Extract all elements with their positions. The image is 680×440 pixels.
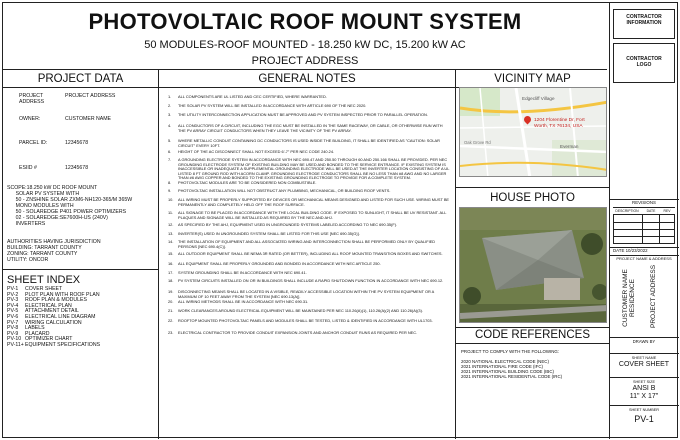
rev-row-line-3 bbox=[614, 236, 674, 237]
code-ref-ifc: 2021 INTERNATIONAL FIRE CODE (IFC) bbox=[461, 364, 543, 369]
sheet-size-value: ANSI B 11" X 17" bbox=[629, 385, 659, 400]
vicinity-map-title: VICINITY MAP bbox=[494, 73, 571, 85]
note-text: ALL WIRING MUST BE PROPERLY SUPPORTED BY DEVICES OR MECHANICAL MEANS DESIGNED AND LISTED FOR SUCH USE. WIRING MUST BE PERMANENTLY AND COMPLETELY HELD OFF THE ROOF SURFACE. bbox=[178, 197, 450, 207]
note-text: THE INSTALLATION OF EQUIPMENT AND ALL ASSOCIATED WIRING AND INTERCONNECTION SHALL BE PERFORMED ONLY BY QUALIFIED PERSONS [NEC 690.4(C)]. bbox=[178, 239, 436, 249]
sheet-index-name: ATTACHMENT DETAIL bbox=[25, 308, 79, 315]
sheet-index-id: PV-2 bbox=[7, 291, 19, 298]
note-text: ROOFTOP MOUNTED PHOTOVOLTAIC PANELS AND MODULES SHALL BE TESTED, LISTED & IDENTIFIED IN ACCORDANCE WITH UL1703. bbox=[178, 318, 433, 323]
sheet-index-divider bbox=[3, 269, 158, 270]
map-place-road: Oak Grove Rd bbox=[464, 140, 491, 145]
map-address-line-2: Worth, TX 76134, USA bbox=[534, 123, 583, 129]
sheet-index-id: PV-4 bbox=[7, 302, 19, 309]
sheet-index-name: ROOF PLAN & MODULES bbox=[25, 297, 87, 304]
project-address-value: PROJECT ADDRESS bbox=[65, 93, 116, 99]
sheet-index-id: PV-10 bbox=[7, 336, 22, 343]
owner-value: CUSTOMER NAME bbox=[65, 116, 112, 122]
note-text: HEIGHT OF THE AC DISCONNECT SHALL NOT EXCEED 6'-7" PER NEC CODE 240.24. bbox=[178, 149, 335, 154]
map-graphic bbox=[460, 88, 607, 177]
sheet-date: DATE 10/23/2022 bbox=[613, 248, 648, 253]
house-photo-title: HOUSE PHOTO bbox=[490, 192, 575, 204]
sheet-size-top-line bbox=[609, 377, 679, 378]
note-text: ALL SIGNAGE TO BE PLACED IN ACCORDANCE WITH THE LOCAL BUILDING CODE. IF EXPOSED TO SUNLIGHT, IT SHALL BE UV RESISTANT. ALL PLAQUES AND SIGNAGE WILL BE INSTALLED AS REQUIRED BY THE NEC AND AHJ. bbox=[178, 210, 447, 220]
sheet-index-id: PV-5 bbox=[7, 308, 19, 315]
parcel-id-value: 12345678 bbox=[65, 140, 89, 146]
note-number: 11. bbox=[168, 210, 174, 215]
note-text: AS SPECIFIED BY THE AHJ, EQUIPMENT USED IN UNGROUNDED SYSTEMS LABELED ACCORDING TO NEC 690.35(F). bbox=[178, 222, 398, 227]
note-text: ALL EQUIPMENT SHALL BE PROPERLY GROUNDED AND BONDED IN ACCORDANCE WITH NEC ARTICLE 250. bbox=[178, 261, 381, 266]
project-address-heading: PROJECT ADDRESS bbox=[251, 55, 359, 67]
note-number: 6. bbox=[168, 149, 172, 154]
sheet-index-name: OPTIMIZER CHART bbox=[25, 336, 73, 343]
revisions-label: REVISIONS bbox=[632, 200, 656, 205]
note-text: SYSTEM GROUNDING SHALL BE IN ACCORDANCE WITH NEC 690.41. bbox=[178, 270, 307, 275]
titleblock-divider bbox=[609, 3, 610, 439]
note-text: ALL OUTDOOR EQUIPMENT SHALL BE NEMA 3R RATED (OR BETTER), INCLUDING ALL ROOF MOUNTED TRANSITION BOXES AND SWITCHES. bbox=[178, 251, 443, 256]
code-ref-divider-top bbox=[455, 327, 609, 328]
sheet-index-name: PLOT PLAN WITH ROOF PLAN bbox=[25, 291, 100, 298]
rev-col-description: DESCRIPTION bbox=[615, 209, 639, 213]
note-number: 5. bbox=[168, 138, 172, 143]
note-number: 18. bbox=[168, 278, 174, 283]
sheet-index-name: COVER SHEET bbox=[25, 286, 63, 292]
map-place-edgecliff: Edgecliff Village bbox=[522, 96, 555, 101]
map-address-line-1: 1204 Florentine Dr, Fort bbox=[534, 118, 585, 123]
note-text: INVERTER(S) USED IN UNGROUNDED SYSTEM SHALL BE LISTED FOR THIS USE [NEC 690.35(G)]. bbox=[178, 231, 360, 236]
sheet-number-value: PV-1 bbox=[634, 414, 654, 424]
revisions-table bbox=[613, 214, 675, 244]
note-number: 22. bbox=[168, 318, 174, 323]
note-text: THE SOLAR PV SYSTEM WILL BE INSTALLED IN ACCORDANCE WITH ARTICLE 690 OF THE NEC 2020. bbox=[178, 103, 367, 108]
sheet-index-id: PV-7 bbox=[7, 319, 19, 326]
general-notes-title: GENERAL NOTES bbox=[258, 73, 356, 85]
note-text: ALL COMPONENTS ARE UL LISTED AND CEC CERTIFIED, WHERE WARRANTED. bbox=[178, 94, 327, 99]
note-number: 14. bbox=[168, 239, 174, 244]
parcel-id-label: PARCEL ID: bbox=[19, 140, 48, 146]
header-divider bbox=[3, 69, 607, 70]
note-text: ELECTRICAL CONTRACTOR TO PROVIDE CONDUIT EXPANSION JOINTS AND ANCHOR CONDUIT RUNS AS REQUIRED PER NEC. bbox=[178, 330, 418, 335]
sheet-index-name: LABELS bbox=[25, 325, 45, 332]
project-address-label: PROJECT ADDRESS bbox=[19, 93, 45, 105]
note-number: 15. bbox=[168, 251, 174, 256]
note-number: 12. bbox=[168, 222, 174, 227]
code-references-title: CODE REFERENCES bbox=[474, 329, 591, 341]
photo-divider bbox=[455, 187, 609, 188]
sheet-index-name: EQUIPMENT SPECIFICATIONS bbox=[25, 341, 101, 348]
code-references-intro: PROJECT TO COMPLY WITH THE FOLLOWING: bbox=[461, 349, 560, 354]
note-number: 13. bbox=[168, 231, 174, 236]
note-text: PV SYSTEM CIRCUITS INSTALLED ON OR IN BUILDINGS SHALL INCLUDE A RAPID SHUTDOWN FUNCTION IN ACCORDANCE WITH NEC 690.12. bbox=[178, 278, 444, 283]
contractor-info-box bbox=[613, 9, 675, 39]
note-text: WORK CLEARANCES AROUND ELECTRICAL EQUIPMENT WILL BE MAINTAINED PER NEC 110.26(A)(1), 110.26(A)(2) AND 110.26(A)(3). bbox=[178, 308, 423, 313]
sheet-index-id: PV-9 bbox=[7, 330, 19, 337]
aerial-photo-graphic bbox=[460, 208, 607, 323]
sheet-name-value: COVER SHEET bbox=[618, 361, 670, 368]
sheet-index-list bbox=[7, 287, 157, 349]
note-text: PHOTOVOLTAIC INSTALLATION WILL NOT OBSTRUCT ANY PLUMBING, MECHANICAL, OR BUILDING ROOF VENTS. bbox=[178, 188, 391, 193]
column-divider-2 bbox=[455, 69, 456, 439]
sheet-name-label: SHEET NAME bbox=[631, 356, 657, 360]
note-number: 7. bbox=[168, 157, 172, 162]
contractor-info-label: CONTRACTOR INFORMATION bbox=[626, 14, 662, 26]
code-ref-irc: 2021 INTERNATIONAL RESIDENTIAL CODE (IRC) bbox=[461, 374, 563, 379]
note-number: 8. bbox=[168, 180, 172, 185]
rev-col-date: DATE bbox=[646, 209, 656, 213]
code-ref-nec: 2020 NATIONAL ELECTRICAL CODE (NEC) bbox=[461, 359, 549, 364]
drawn-by-label: DRAWN BY bbox=[632, 339, 656, 344]
esiid-value: 12345678 bbox=[65, 165, 89, 171]
contractor-logo-label: CONTRACTOR LOGO bbox=[626, 56, 662, 68]
sheet-index-id: PV-11+ bbox=[7, 341, 24, 348]
note-text: ALL CONDUCTORS OF A CIRCUIT, INCLUDING THE EGC MUST BE INSTALLED IN THE SAME RACEWAY, OR CABLE, OR OTHERWISE RUN WITH THE PV ARRAY CIRCUIT CONDUCTORS WHEN THEY LEAVE THE VICINITY OF THE PV ARRAY. bbox=[178, 123, 443, 133]
note-number: 2. bbox=[168, 103, 172, 108]
system-subtitle: 50 MODULES-ROOF MOUNTED - 18.250 kW DC, 15.200 kW AC bbox=[144, 39, 466, 51]
sheet-index-id: PV-3 bbox=[7, 297, 19, 304]
project-address-vertical: PROJECT ADDRESS bbox=[650, 264, 657, 328]
sheet-index-name: PLACARD bbox=[25, 330, 50, 337]
note-number: 20. bbox=[168, 299, 174, 304]
sheet-index-name: WIRING CALCULATION bbox=[25, 319, 82, 326]
note-text: THE UTILITY INTERCONNECTION APPLICATION MUST BE APPROVED AND PV SYSTEM INSPECTED PRIOR TO PARALLEL OPERATION. bbox=[178, 112, 428, 117]
note-text: ALL WIRING METHODS SHALL BE IN ACCORDANCE WITH NEC 690.31. bbox=[178, 299, 309, 304]
code-ref-ibc: 2021 INTERNATIONAL BUILDING CODE (IBC) bbox=[461, 369, 554, 374]
page-title: PHOTOVOLTAIC ROOF MOUNT SYSTEM bbox=[88, 9, 522, 34]
project-name-label: PROJECT NAME & ADDRESS bbox=[616, 256, 672, 261]
sheet-index-id: PV-1 bbox=[7, 286, 19, 292]
project-data-title: PROJECT DATA bbox=[37, 73, 124, 85]
drawn-by-top-line bbox=[609, 337, 679, 338]
sheet-number-label: SHEET NUMBER bbox=[628, 408, 660, 412]
sheet-name-top-line bbox=[609, 353, 679, 354]
rev-row-line-1 bbox=[614, 222, 674, 223]
house-photo bbox=[459, 207, 607, 323]
note-number: 1. bbox=[168, 94, 172, 99]
note-number: 23. bbox=[168, 330, 174, 335]
authorities-text: AUTHORITIES HAVING JURISDICTION BUILDING: TARRANT COUNTY ZONING: TARRANT COUNTY UTILITY: ONCOR bbox=[7, 239, 101, 263]
note-number: 10. bbox=[168, 197, 174, 202]
sheet-index-name: ELECTRICAL PLAN bbox=[25, 302, 72, 309]
scope-text: SCOPE:18.250 kW DC ROOF MOUNT SOLAR PV SYSTEM WITH 50 - ZNSHINE SOLAR ZXM6-NH120-365/M 365W MONO MODULES WITH 50 - SOLAREDGE P401 POWER OPTIMIZERS 02 - SOLAREDGE:SE7600H-US (240V) INVERTERS bbox=[7, 185, 133, 227]
rev-row-line-2 bbox=[614, 229, 674, 230]
sheet-index-name: ELECTRICAL LINE DIAGRAM bbox=[25, 313, 96, 320]
note-number: 9. bbox=[168, 188, 172, 193]
sheet-size-label: SHEET SIZE bbox=[632, 380, 656, 384]
note-text: WHERE METALLIC CONDUIT CONTAINING DC CONDUCTORS IS USED INSIDE THE BUILDING, IT SHALL BE IDENTIFIED AS "CAUTION: SOLAR CIRCUIT" EVERY 10FT. bbox=[178, 138, 440, 148]
sheet-index-item bbox=[7, 343, 157, 349]
column-divider-1 bbox=[158, 69, 159, 439]
sheet-index-id: PV-8 bbox=[7, 325, 19, 332]
map-place-everman: Everman bbox=[560, 144, 579, 149]
note-number: 21. bbox=[168, 308, 174, 313]
contractor-logo-box bbox=[613, 43, 675, 83]
owner-label: OWNER: bbox=[19, 116, 41, 122]
note-number: 3. bbox=[168, 112, 172, 117]
note-text: PHOTOVOLTAIC MODULES ARE TO BE CONSIDERED NON COMBUSTIBLE. bbox=[178, 180, 317, 185]
sheet-index-id: PV-6 bbox=[7, 313, 19, 320]
drawing-sheet bbox=[2, 2, 678, 438]
note-number: 19. bbox=[168, 289, 174, 294]
note-number: 17. bbox=[168, 270, 174, 275]
rev-col-rev: REV bbox=[663, 209, 671, 213]
map-address bbox=[534, 118, 585, 129]
esiid-label: ESIID # bbox=[19, 165, 37, 171]
note-number: 16. bbox=[168, 261, 174, 266]
sheet-index-title: SHEET INDEX bbox=[7, 274, 81, 286]
vicinity-map[interactable] bbox=[459, 87, 607, 177]
note-text: DISCONNECTING MEANS SHALL BE LOCATED IN A VISIBLE, READILY ACCESSIBLE LOCATION WITHIN THE PV SYSTEM EQUIPMENT OR A MAXIMUM OF 10 FEET AWAY FROM THE SYSTEM [NEC 690.13(A)]. bbox=[178, 289, 435, 299]
sheet-number-top-line bbox=[609, 405, 679, 406]
customer-residence-vertical: CUSTOMER NAME RESIDENCE bbox=[622, 269, 636, 327]
note-text: A GROUNDING ELECTRODE SYSTEM IN ACCORDANCE WITH NEC 690.47 AND 250.50 THROUGH 60 AND 250.166 SHALL BE PROVIDED. PER NEC GROUNDING ELECTRODE SYSTEM OF EXISTING BUILDING MAY BE USED AND BONDED TO THE SERVICE ENTRANCE. IF EXISTING SYSTEM IS INACCESSIBLE OR INADEQUATE A SUPPLEMENTAL GROUNDING ELECTRODE WILL BE USED AT THE INVERTER LOCATION CONSISTING OF A UL LISTED 8 FT GROUND ROD WITH ACORN CLAMP. GROUNDING ELECTRODE CONDUCTORS SHALL BE NO LESS THAN #8 AWG AND NO LARGER THAN #6 AWG COPPER AND BONDED TO THE EXISTING GROUNDING ELECTRODE TO PROVIDE FOR A COMPLETE SYSTEM. bbox=[178, 157, 450, 181]
note-number: 4. bbox=[168, 123, 172, 128]
code-ref-divider-bottom bbox=[455, 343, 609, 344]
